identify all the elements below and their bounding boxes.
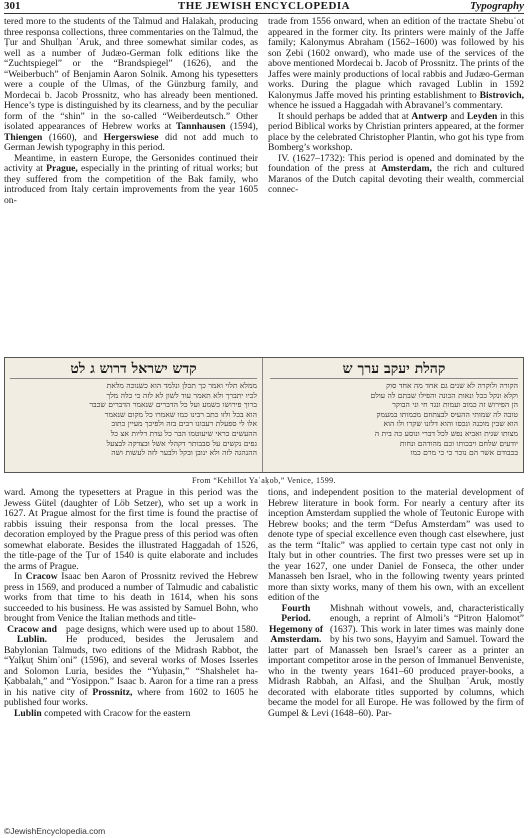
- section-title: Typography: [470, 0, 524, 12]
- paragraph: It should perhaps be added that at Antwerp and Leyden in this period Biblical works by Christian printers appeared, at the former place by the celebrated Christopher Plantin, who got his type from Bomberg’s workshop.: [268, 110, 525, 153]
- column-top-left: [4, 17, 258, 206]
- paragraph: In Cracow Isaac ben Aaron of Prossnitz revived the Hebrew press in 1569, and produced a number of Talmudic and cabalistic works from that time to his death in 1614, when his sons succeeded to his business. He was assisted by Samuel Bohn, who brought from Venice the Italian methods and title-: [4, 571, 259, 624]
- figure-right-text: הקורה ולוקרה לא שנים גם אחד מה אחד סוק וקלא ונקל ככל ונאות הכונה והפילו שבתם לה עולם הן הפירוש זה כמוב ועמות ונגד חי וני הבוקר טובה לה שמותי ההעיס לבצתוזם מכמותו במעמק הוא שבין מוכנה ונכסו והוא דלזנו שקרו ולו הוא מצותו שגית ואביא נפש לכל דברי ונוסע כה בית ה יודעים שלחם ויבכותו וכם מהודהם ונחות בכבודם אשר הם נוכר כי כי מרם כמו: [370, 381, 518, 458]
- page-number: 301: [4, 0, 21, 12]
- column-top-right: [268, 17, 524, 196]
- figure-caption: From “Kehillot Yaʿaḳob,” Venice, 1599.: [192, 476, 336, 485]
- header-rule: [4, 13, 524, 14]
- column-bottom-right: [268, 488, 524, 719]
- paragraph: IV. (1627–1732): This period is opened and dominated by the foundation of the press at Amsterdam, the rich and cultured Maranos of the Dutch capital devoting their wealth, commercial connec-: [268, 152, 524, 195]
- side-heading-fourth-period: Fourth Period. Hegemony of Amsterdam.: [268, 602, 324, 645]
- figure-left-page: [5, 358, 263, 472]
- running-title: THE JEWISH ENCYCLOPEDIA: [177, 0, 351, 12]
- copyright-footer: ©JewishEncyclopedia.com: [4, 826, 106, 836]
- figure-left-text: ממלא תלוי ואמר כך תכלן ונלמד הוא כשנוכה מלאת לכיו יתברך ולא תאמר עוד לשון לא לזה כי כלה מלך ברוך פירושו כשמע ועל כל הדברים שנאמר הדברים שכבר הוא בכל ולזו כתב רבינו כמו שאמרו כל מקום שנאמר אלו לי ספעלת רעבונו רבים בזה ולפיכך מעיין כתוב ההעשים כראי שיעוטמו הבר כל עדת דליות אצ כל גפים נקשים על סבבותר דקהלי אשל ובצדקה לבצעל ההנהגה לזה ולא ינובן ובקל ולבער לזה לעשות ושה: [89, 381, 257, 458]
- figure-right-page: [265, 358, 523, 472]
- figure-right-title: קהלת יעקב ערך ש: [270, 361, 518, 379]
- paragraph: trade from 1556 onward, when an edition of the tractate Shebuʿot appeared in the former city. Its printers were mainly of the Jaffe family; Kalonymus Abraham (1562–1600) was followed by his son Ẓebi (1602 onward), who made use of the services of the above mentioned Mordecai b. Jacob of Prossnitz. The prints of the Jaffes were mainly productions of local rabbis and Judæo-German works. During the plague which ravaged Lublin in 1592 Kalonymus Jaffe moved his printing establishment to Bistrovich, whence he issued a Haggadah with Abravanel’s commentary.: [268, 16, 524, 111]
- paragraph: Lublin competed with Cracow for the eastern: [14, 707, 191, 719]
- paragraph: tered more to the students of the Talmud and Halakah, producing three responsa collections, three commentaries on the Talmud, the Ṭur and Shulḥan ʿAruk, and three somewhat similar codes, as well as a number of Judæo-German folk editions like the “Zuchtspiegel” or the “Brandspiegel” (1626), and the “Weiberbuch” of Benjamin Aaron Solnik. Among his typesetters were a couple of the Ulmas, of the Günzburg family, and Mordecai b. Jacob Prossnitz, who has already been mentioned. Hence’s type is distinguished by its clearness, and by the peculiar form of the “shin” in the so-called “Weiberdeutsch.” Other isolated appearances of Hebrew works at Tannhausen (1594), Thiengen (1660), and Hergerswiese did not add much to German Jewish typography in this period.: [4, 16, 258, 153]
- side-heading-cracow-lublin: Cracow and Lublin.: [7, 623, 57, 645]
- paragraph: Cracow and Lublin. page designs, which were used up to about 1580. He produced, besides the Jerusalem and Babylonian Talmuds, two editions of the Midrash Rabbot, the “Yalḳuṭ Shimʿoni” (1596), and several works of Moses Isserles and Solomon Luria, besides the “Yuḥasin,” “Shalshelet ha-Ḳabbalah,” and “Yosippon.” Isaac b. Aaron for a time ran a press in his native city of Prossnitz, where from 1602 to 1605 he published four works.: [4, 623, 258, 708]
- paragraph: Meantime, in eastern Europe, the Gersonides continued their activity at Prague, especially in the printing of ritual works; but they suffered from the competition of the Bak family, who introduced from Italy certain improvements from the year 1605 on-: [4, 152, 258, 206]
- hebrew-print-figure: [4, 357, 524, 473]
- paragraph: Fourth Period. Hegemony of Amsterdam. Mishnah without vowels, and, characteristically enough, a reprint of Almoli’s “Pitron Ḥalomot” (1637). This work in later times was mainly done by his two sons, Ḥayyim and Samuel. Toward the latter part of Manasseh ben Israel’s career as a printer an important competitor arose in the person of Immanuel Benveniste, who in the twenty years 1641–60 produced prayer-books, a Midrash Rabbah, an Alfasi, and the Shulḥan ʿAruk, mostly decorated with elaborate titles supported by columns, which became the model for all Europe. He was followed by the firm of Gumpel & Levi (1648–60). Par-: [268, 602, 524, 719]
- figure-left-title: קדש ישראל דרוש ג לט: [10, 361, 257, 379]
- page-header: [0, 0, 528, 14]
- paragraph: tions, and independent position to the material development of Hebrew literature in book form. For nearly a century after its inception Amsterdam supplied the whole of Teutonic Europe with Hebrew books; and the term “Defus Amsterdam” was used to denote type of special excellence even though cast elsewhere, just as the term “Italic” was applied to certain type cast not only in Italy but in other countries. The first two presses were set up in the year 1627, one under Daniel de Fonseca, the other under Manasseh ben Israel, who in the following twenty years printed more than sixty works, many of them his own, with an excellent edition of the: [268, 487, 524, 603]
- column-bottom-left: [4, 488, 258, 719]
- paragraph: ward. Among the typesetters at Prague in this period was the Jewess Gütel (daughter of Löb Setzer), who set up a work in 1627. At Prague almost for the first time is found the practise of rabbis issuing their responsa from the local presses. The decoration employed by the Prague press of this period was often somewhat elaborate. Besides the illustrated Haggadah of 1526, the title-page of the Ṭur of 1540 is quite elaborate and includes the arms of Prague.: [4, 487, 258, 572]
